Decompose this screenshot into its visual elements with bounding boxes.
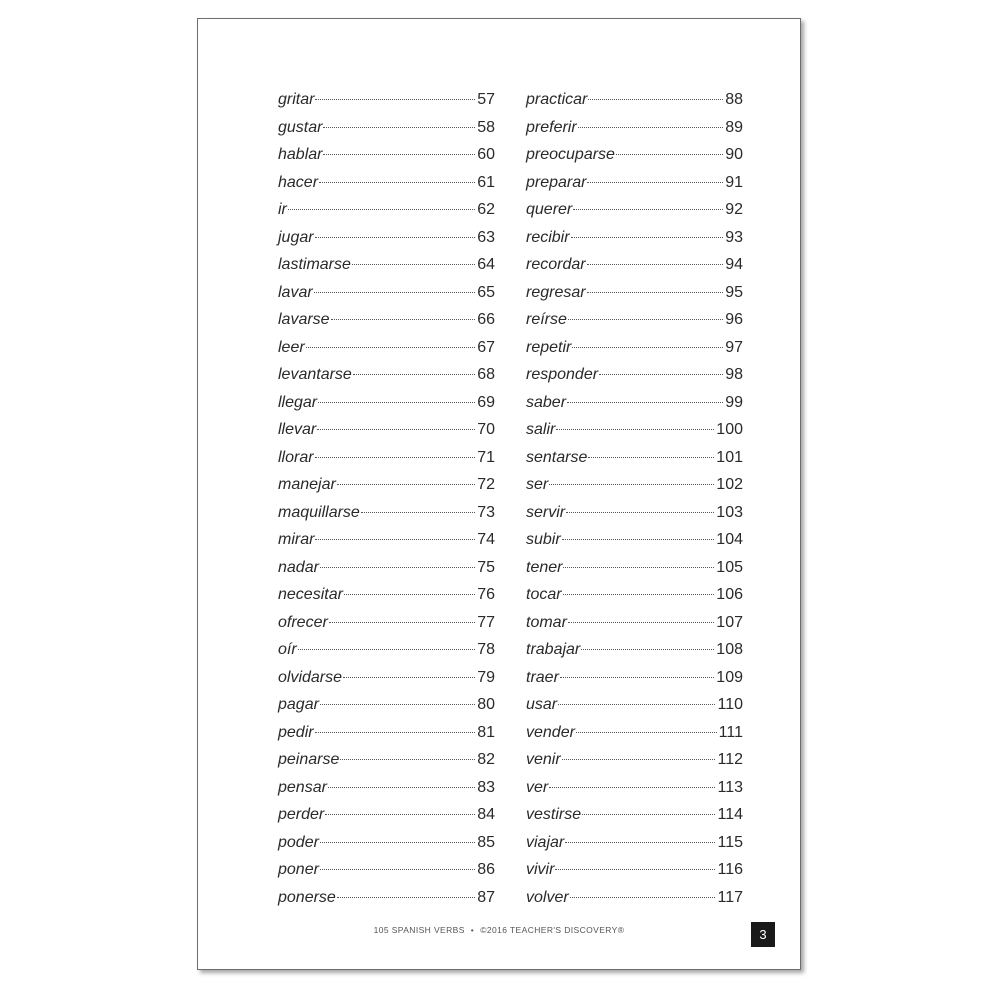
toc-page-number: 66 [477, 311, 495, 328]
toc-entry [278, 691, 495, 719]
toc-page-number: 76 [477, 586, 495, 603]
toc-verb: preparar [526, 173, 587, 191]
toc-page-number: 93 [725, 228, 743, 246]
toc-page-number: 88 [725, 91, 743, 108]
toc-page-number: 92 [725, 201, 743, 218]
footer-separator: • [470, 925, 475, 935]
toc-verb: gritar [278, 91, 315, 108]
dot-leader [555, 869, 715, 870]
toc-page-number: 78 [477, 641, 495, 658]
toc-verb: vestirse [526, 806, 582, 823]
toc-page-number: 117 [717, 888, 743, 906]
dot-leader [315, 99, 475, 100]
dot-leader [568, 319, 723, 320]
toc-entry [278, 416, 495, 444]
toc-verb: servir [526, 503, 566, 521]
toc-entry [278, 774, 495, 802]
dot-leader [314, 292, 476, 293]
toc-entry [278, 856, 495, 884]
toc-entry [278, 334, 495, 362]
toc-verb: regresar [526, 283, 586, 301]
toc-verb: manejar [278, 476, 336, 493]
dot-leader [325, 814, 475, 815]
toc-page-number: 74 [477, 531, 495, 548]
toc-entry [526, 719, 743, 747]
toc-page-number: 96 [725, 311, 743, 328]
toc-page-number: 107 [716, 613, 743, 631]
dot-leader [587, 292, 724, 293]
dot-leader [558, 704, 715, 705]
dot-leader [298, 649, 476, 650]
toc-entry [278, 196, 495, 224]
toc-verb: lavarse [278, 311, 330, 328]
toc-verb: pedir [278, 723, 314, 741]
toc-verb: sentarse [526, 448, 588, 466]
toc-verb: traer [526, 668, 559, 686]
toc-page-number: 91 [725, 173, 743, 191]
toc-entry [526, 279, 743, 307]
dot-leader [578, 127, 724, 128]
toc-page-number: 87 [477, 888, 495, 906]
dot-leader [572, 347, 723, 348]
toc-page-number: 94 [725, 256, 743, 273]
toc-verb: vender [526, 723, 575, 741]
toc-page-number: 69 [477, 393, 495, 411]
dot-leader [562, 539, 715, 540]
toc-page-number: 57 [477, 91, 495, 108]
dot-leader [588, 457, 714, 458]
toc-page-number: 83 [477, 778, 495, 796]
toc-verb: tomar [526, 613, 567, 631]
toc-page-number: 110 [717, 696, 743, 713]
toc-entry [526, 169, 743, 197]
toc-entry [278, 444, 495, 472]
toc-entry [526, 774, 743, 802]
toc-entry [526, 361, 743, 389]
dot-leader [329, 622, 475, 623]
dot-leader [565, 842, 715, 843]
dot-leader [288, 209, 475, 210]
dot-leader [352, 264, 475, 265]
dot-leader [560, 677, 714, 678]
toc-verb: levantarse [278, 366, 352, 383]
dot-leader [616, 154, 723, 155]
toc-page-number: 104 [716, 531, 743, 548]
dot-leader [570, 897, 716, 898]
toc-verb: perder [278, 806, 325, 823]
toc-entry [278, 114, 495, 142]
toc-entry [278, 664, 495, 692]
toc-page-number: 108 [716, 641, 743, 658]
toc-page-number: 75 [477, 558, 495, 576]
toc-page-number: 113 [717, 778, 743, 796]
toc-verb: preocuparse [526, 146, 615, 163]
toc-page-number: 101 [716, 448, 743, 466]
toc-verb: llegar [278, 393, 318, 411]
toc-verb: practicar [526, 91, 588, 108]
toc-page-number: 103 [716, 503, 743, 521]
toc-page-number: 61 [477, 173, 495, 191]
dot-leader [566, 512, 714, 513]
toc-entry [278, 746, 495, 774]
toc-entry [526, 664, 743, 692]
toc-entry [526, 636, 743, 664]
toc-page-number: 73 [477, 503, 495, 521]
toc-entry [526, 471, 743, 499]
toc-verb: maquillarse [278, 503, 360, 521]
toc-verb: llorar [278, 448, 314, 466]
toc-entry [278, 224, 495, 252]
toc-verb: repetir [526, 338, 572, 356]
toc-page-number: 63 [477, 228, 495, 246]
toc-entry [526, 801, 743, 829]
toc-entry [278, 884, 495, 912]
toc-entry [278, 279, 495, 307]
toc-entry [278, 829, 495, 857]
dot-leader [315, 457, 476, 458]
dot-leader [581, 649, 714, 650]
toc-page-number: 65 [477, 283, 495, 301]
toc-verb: llevar [278, 421, 317, 438]
toc-page-number: 98 [725, 366, 743, 383]
toc-entry [278, 471, 495, 499]
toc-verb: necesitar [278, 586, 343, 603]
toc-verb: vivir [526, 861, 555, 878]
toc-page-number: 106 [716, 586, 743, 603]
toc-entry [278, 499, 495, 527]
dot-leader [568, 622, 714, 623]
toc-page-number: 109 [716, 668, 743, 686]
toc-entry [278, 306, 495, 334]
dot-leader [315, 539, 475, 540]
toc-verb: poner [278, 861, 319, 878]
toc-verb: preferir [526, 118, 577, 136]
toc-verb: hacer [278, 173, 319, 191]
toc-entry [278, 554, 495, 582]
dot-leader [549, 787, 715, 788]
footer-book-title: 105 SPANISH VERBS [373, 925, 465, 935]
toc-entry [526, 609, 743, 637]
dot-leader [337, 484, 475, 485]
dot-leader [571, 237, 724, 238]
dot-leader [337, 897, 475, 898]
dot-leader [549, 484, 714, 485]
toc-page-number: 115 [717, 833, 743, 851]
dot-leader [353, 374, 475, 375]
toc-entry [526, 141, 743, 169]
dot-leader [343, 677, 475, 678]
dot-leader [587, 264, 724, 265]
toc-entry [278, 526, 495, 554]
footer-copyright: ©2016 TEACHER'S DISCOVERY® [480, 925, 625, 935]
toc-verb: ir [278, 201, 287, 218]
toc-verb: jugar [278, 228, 314, 246]
toc-page-number: 90 [725, 146, 743, 163]
dot-leader [562, 759, 716, 760]
toc-verb: leer [278, 338, 305, 356]
dot-leader [361, 512, 475, 513]
toc-entry [278, 251, 495, 279]
toc-entry [526, 251, 743, 279]
dot-leader [582, 814, 715, 815]
toc-verb: oír [278, 641, 297, 658]
toc-verb: tocar [526, 586, 562, 603]
toc-entry [526, 444, 743, 472]
dot-leader [315, 237, 476, 238]
toc-entry [526, 554, 743, 582]
toc-verb: poder [278, 833, 319, 851]
dot-leader [320, 869, 475, 870]
toc-verb: trabajar [526, 641, 581, 658]
toc-page-number: 60 [477, 146, 495, 163]
dot-leader [556, 429, 714, 430]
toc-verb: pagar [278, 696, 319, 713]
dot-leader [573, 209, 723, 210]
toc-verb: responder [526, 366, 599, 383]
toc-entry [278, 636, 495, 664]
toc-entry [526, 856, 743, 884]
dot-leader [599, 374, 723, 375]
toc-entry [278, 389, 495, 417]
toc-page-number: 114 [717, 806, 743, 823]
toc-page-number: 70 [477, 421, 495, 438]
toc-entry [278, 581, 495, 609]
dot-leader [320, 842, 475, 843]
toc-verb: usar [526, 696, 558, 713]
toc-page-number: 102 [716, 476, 743, 493]
dot-leader [331, 319, 476, 320]
toc-verb: nadar [278, 558, 319, 576]
toc-page-number: 89 [725, 118, 743, 136]
toc-verb: ver [526, 778, 549, 796]
toc-entry [278, 719, 495, 747]
toc-verb: gustar [278, 118, 323, 136]
toc-page-number: 100 [716, 421, 743, 438]
toc-verb: hablar [278, 146, 323, 163]
dot-leader [587, 182, 723, 183]
page-number-badge: 3 [751, 922, 775, 947]
toc-page-number: 97 [725, 338, 743, 356]
toc-entry [526, 581, 743, 609]
toc-verb: reírse [526, 311, 567, 328]
toc-page-number: 81 [477, 723, 495, 741]
toc-page-number: 58 [477, 118, 495, 136]
toc-entry [278, 86, 495, 114]
dot-leader [323, 127, 475, 128]
dot-leader [306, 347, 476, 348]
dot-leader [317, 429, 475, 430]
toc-page-number: 111 [718, 723, 743, 741]
toc-entry [526, 389, 743, 417]
toc-verb: pensar [278, 778, 327, 796]
toc-entry [278, 609, 495, 637]
toc-page-number: 116 [717, 861, 743, 878]
toc-verb: subir [526, 531, 561, 548]
toc-page-number: 64 [477, 256, 495, 273]
toc-entry [526, 829, 743, 857]
toc-verb: ser [526, 476, 549, 493]
toc-verb: recordar [526, 256, 586, 273]
dot-leader [320, 567, 475, 568]
toc-page-number: 62 [477, 201, 495, 218]
toc-verb: volver [526, 888, 569, 906]
toc-entry [526, 691, 743, 719]
toc-page-number: 68 [477, 366, 495, 383]
toc-entry [526, 746, 743, 774]
toc-entry [278, 141, 495, 169]
toc-entry [526, 526, 743, 554]
toc-entry [526, 196, 743, 224]
toc-page-number: 105 [716, 558, 743, 576]
toc-verb: tener [526, 558, 563, 576]
toc-verb: ofrecer [278, 613, 328, 631]
dot-leader [588, 99, 723, 100]
toc-entry [526, 86, 743, 114]
toc-entry [278, 801, 495, 829]
toc-page-number: 67 [477, 338, 495, 356]
toc-page-number: 77 [477, 613, 495, 631]
toc-verb: peinarse [278, 751, 340, 768]
toc-entry [278, 361, 495, 389]
page-footer [198, 925, 800, 935]
dot-leader [563, 594, 715, 595]
dot-leader [320, 704, 475, 705]
toc-verb: salir [526, 421, 556, 438]
toc-column-right [526, 86, 743, 911]
toc-entry [278, 169, 495, 197]
toc-verb: querer [526, 201, 573, 218]
toc-page-number: 99 [725, 393, 743, 411]
toc-entry [526, 416, 743, 444]
toc-entry [526, 499, 743, 527]
toc-verb: ponerse [278, 888, 336, 906]
toc-page-number: 80 [477, 696, 495, 713]
toc-verb: lavar [278, 283, 313, 301]
toc-entry [526, 114, 743, 142]
dot-leader [567, 402, 723, 403]
toc-page-number: 84 [477, 806, 495, 823]
toc-verb: olvidarse [278, 668, 343, 686]
toc-entry [526, 334, 743, 362]
toc-verb: saber [526, 393, 567, 411]
toc-entry [526, 224, 743, 252]
toc-page-number: 86 [477, 861, 495, 878]
toc-column-left [278, 86, 495, 911]
toc-page-number: 85 [477, 833, 495, 851]
dot-leader [328, 787, 475, 788]
book-page [197, 18, 801, 970]
dot-leader [563, 567, 714, 568]
toc-verb: recibir [526, 228, 570, 246]
dot-leader [323, 154, 475, 155]
toc-verb: lastimarse [278, 256, 351, 273]
dot-leader [344, 594, 475, 595]
toc-page-number: 95 [725, 283, 743, 301]
dot-leader [318, 402, 475, 403]
dot-leader [315, 732, 476, 733]
toc-page-number: 112 [717, 751, 743, 768]
toc-verb: venir [526, 751, 561, 768]
toc-entry [526, 884, 743, 912]
dot-leader [576, 732, 717, 733]
dot-leader [340, 759, 475, 760]
dot-leader [319, 182, 475, 183]
toc-verb: viajar [526, 833, 565, 851]
toc-page-number: 72 [477, 476, 495, 493]
toc-entry [526, 306, 743, 334]
toc-page-number: 82 [477, 751, 495, 768]
toc-page-number: 79 [477, 668, 495, 686]
toc-verb: mirar [278, 531, 315, 548]
toc-page-number: 71 [477, 448, 495, 466]
